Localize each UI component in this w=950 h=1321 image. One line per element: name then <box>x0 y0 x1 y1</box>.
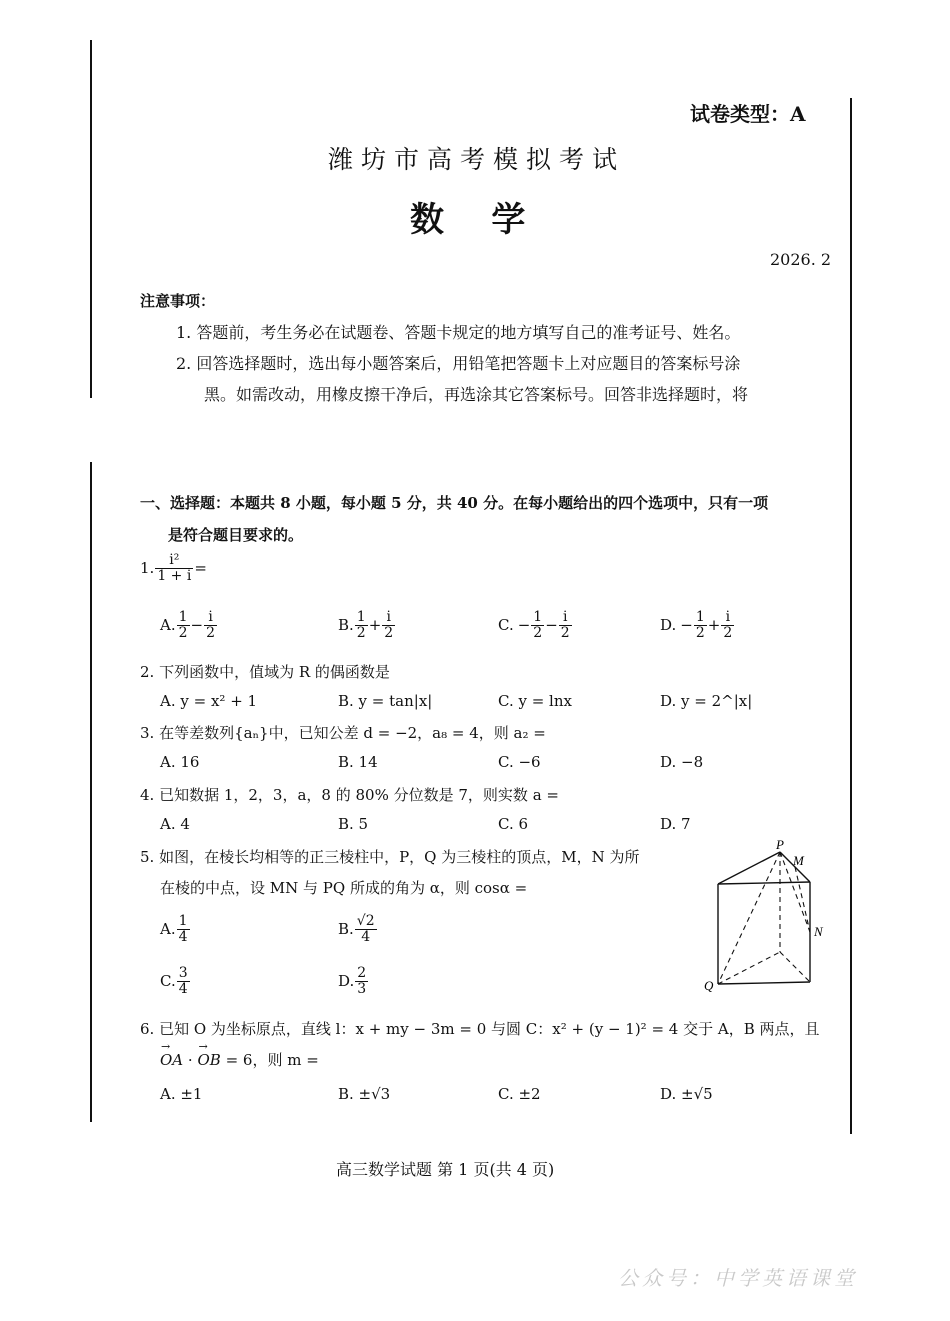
right-margin-line <box>850 98 852 1134</box>
q5-option-b <box>338 914 378 944</box>
q3-option-d: D. −8 <box>660 753 704 771</box>
q4-option-a: A. 4 <box>160 815 190 833</box>
q1-fraction <box>155 553 193 583</box>
q1-a-d1: 2 <box>178 624 188 641</box>
q5-option-d-label: D. <box>338 972 355 991</box>
q1-b-d1: 2 <box>356 624 366 641</box>
label-n: N <box>814 924 823 939</box>
q1-c-n2: i <box>559 610 572 626</box>
question-2-options <box>160 692 780 710</box>
question-5-stem-line1: 5. 如图，在棱长均相等的正三棱柱中，P，Q 为三棱柱的顶点，M，N 为所 <box>140 848 640 866</box>
q5-a-den: 4 <box>178 928 188 945</box>
q1-option-c-op: − <box>545 616 558 635</box>
prism-edge <box>718 882 810 884</box>
q5-option-d <box>338 966 369 996</box>
q1-c-d1: 2 <box>533 624 543 641</box>
q1-option-b <box>338 610 498 640</box>
q5-b-num: √2 <box>356 913 375 929</box>
q1-option-b-label: B. <box>338 616 354 635</box>
q1-option-c-frac1 <box>531 610 544 640</box>
q1-option-d-frac1 <box>694 610 707 640</box>
q1-d-d1: 2 <box>695 624 705 641</box>
q5-b-den: 4 <box>361 928 371 945</box>
q2-option-b: B. y = tan|x| <box>338 692 433 710</box>
q5-c-num: 3 <box>178 965 188 981</box>
notice-item-2-line2: 黑。如需改动，用橡皮擦干净后，再选涂其它答案标号。回答非选择题时，将 <box>204 385 749 404</box>
segment-pq <box>718 852 780 984</box>
question-6-options <box>160 1085 780 1103</box>
question-6-stem-line2 <box>160 1049 319 1070</box>
q1-denominator: 1 + i <box>157 567 192 584</box>
q1-option-a-frac2 <box>204 610 217 640</box>
q5-option-c-label: C. <box>160 972 176 991</box>
q1-option-a <box>160 610 338 640</box>
q4-option-d: D. 7 <box>660 815 691 833</box>
q1-option-d-op: + <box>707 616 721 635</box>
q5-d-num: 2 <box>357 965 367 981</box>
q1-option-b-frac2 <box>382 610 395 640</box>
section-heading-line1: 一、选择题：本题共 8 小题，每小题 5 分，共 40 分。在每小题给出的四个选项中，只有一项 <box>140 494 769 512</box>
question-5-stem-line2: 在棱的中点，设 MN 与 PQ 所成的角为 α，则 cosα = <box>160 879 528 897</box>
q6-stem-rest: = 6，则 m = <box>225 1051 319 1069</box>
q5-option-a-frac <box>177 914 190 944</box>
q1-option-b-frac1 <box>355 610 368 640</box>
q5-option-b-frac <box>355 914 377 944</box>
q1-option-c-label: C. <box>498 616 514 635</box>
notice-item-1: 1. 答题前，考生务必在试题卷、答题卡规定的地方填写自己的准考证号、姓名。 <box>176 323 741 342</box>
q1-option-a-label: A. <box>160 616 176 635</box>
q1-option-b-op: + <box>368 616 382 635</box>
q5-a-num: 1 <box>178 913 188 929</box>
q1-b-d2: 2 <box>384 624 394 641</box>
label-p: P <box>776 838 784 852</box>
question-3-options <box>160 753 780 771</box>
prism-hidden-edge <box>718 952 780 984</box>
q1-a-n2: i <box>204 610 217 626</box>
q1-b-n1: 1 <box>356 609 366 625</box>
q3-option-b: B. 14 <box>338 753 378 771</box>
q6-option-c: C. ±2 <box>498 1085 541 1103</box>
q2-option-a: A. y = x² + 1 <box>160 692 258 710</box>
q5-d-den: 3 <box>357 980 367 997</box>
label-q: Q <box>704 978 714 993</box>
q6-option-d: D. ±√5 <box>660 1085 713 1103</box>
left-margin-line-bottom <box>90 462 92 1122</box>
q2-option-c: C. y = lnx <box>498 692 572 710</box>
q1-d-d2: 2 <box>723 624 733 641</box>
q1-d-n2: i <box>721 610 734 626</box>
label-m: M <box>793 853 804 868</box>
q6-option-b: B. ±√3 <box>338 1085 391 1103</box>
notice-title: 注意事项： <box>140 292 216 310</box>
q1-c-n1: 1 <box>533 609 543 625</box>
q1-number: 1. <box>140 559 155 578</box>
prism-figure <box>698 838 834 998</box>
q5-option-a <box>160 914 191 944</box>
q5-option-d-frac <box>355 966 368 996</box>
vector-oa: → OA <box>160 1051 183 1069</box>
q6-option-a: A. ±1 <box>160 1085 203 1103</box>
q1-option-d-label: D. <box>660 616 677 635</box>
q5-option-c-frac <box>177 966 190 996</box>
q1-option-c <box>498 610 660 640</box>
exam-date: 2026. 2 <box>770 250 832 269</box>
question-4-stem: 4. 已知数据 1，2，3，a，8 的 80% 分位数是 7，则实数 a = <box>140 786 559 804</box>
q1-option-c-frac2 <box>559 610 572 640</box>
q1-b-n2: i <box>382 610 395 626</box>
q5-option-c <box>160 966 191 996</box>
q1-option-d-sign: − <box>680 616 693 635</box>
section-heading-line2: 是符合题目要求的。 <box>168 526 304 544</box>
q1-c-d2: 2 <box>560 624 570 641</box>
prism-hidden-edge <box>780 952 810 982</box>
q4-option-c: C. 6 <box>498 815 529 833</box>
left-margin-line-top <box>90 40 92 398</box>
q1-a-n1: 1 <box>178 609 188 625</box>
question-4-options <box>160 815 780 833</box>
q1-d-n1: 1 <box>695 609 705 625</box>
q5-option-b-label: B. <box>338 920 354 939</box>
q1-numerator: i² <box>155 553 193 569</box>
exam-title: 潍坊市高考模拟考试 <box>328 145 626 174</box>
notice-item-2-line1: 2. 回答选择题时，选出每小题答案后，用铅笔把答题卡上对应题目的答案标号涂 <box>176 354 741 373</box>
q1-a-d2: 2 <box>206 624 216 641</box>
q1-option-d-frac2 <box>721 610 734 640</box>
dot-operator: · <box>187 1051 193 1069</box>
prism-edge <box>718 852 780 884</box>
segment-mn <box>795 867 810 932</box>
question-1-options <box>160 610 780 640</box>
q1-option-d <box>660 610 780 640</box>
subject-title: 数 学 <box>410 200 526 240</box>
prism-edge <box>718 982 810 984</box>
question-6-stem-line1: 6. 已知 O 为坐标原点，直线 l：x + my − 3m = 0 与圆 C：x² + (y − 1)² = 4 交于 A，B 两点，且 <box>140 1020 820 1038</box>
watermark: 公众号：中学英语课堂 <box>618 1266 858 1290</box>
question-2-stem: 2. 下列函数中，值域为 R 的偶函数是 <box>140 663 390 681</box>
question-1-stem <box>140 553 207 583</box>
q3-option-c: C. −6 <box>498 753 541 771</box>
q5-option-a-label: A. <box>160 920 176 939</box>
q1-equals: = <box>194 559 207 578</box>
q1-option-a-op: − <box>190 616 204 635</box>
question-3-stem: 3. 在等差数列{aₙ}中，已知公差 d = −2，a₈ = 4，则 a₂ = <box>140 724 546 742</box>
q1-option-a-frac1 <box>177 610 190 640</box>
q2-option-d: D. y = 2^|x| <box>660 692 753 710</box>
q4-option-b: B. 5 <box>338 815 369 833</box>
q1-option-c-sign: − <box>517 616 531 635</box>
paper-type: 试卷类型：A <box>690 102 806 126</box>
vector-ob: → OB <box>197 1051 220 1069</box>
q3-option-a: A. 16 <box>160 753 200 771</box>
page-footer: 高三数学试题 第 1 页(共 4 页) <box>336 1160 555 1179</box>
q5-c-den: 4 <box>178 980 188 997</box>
